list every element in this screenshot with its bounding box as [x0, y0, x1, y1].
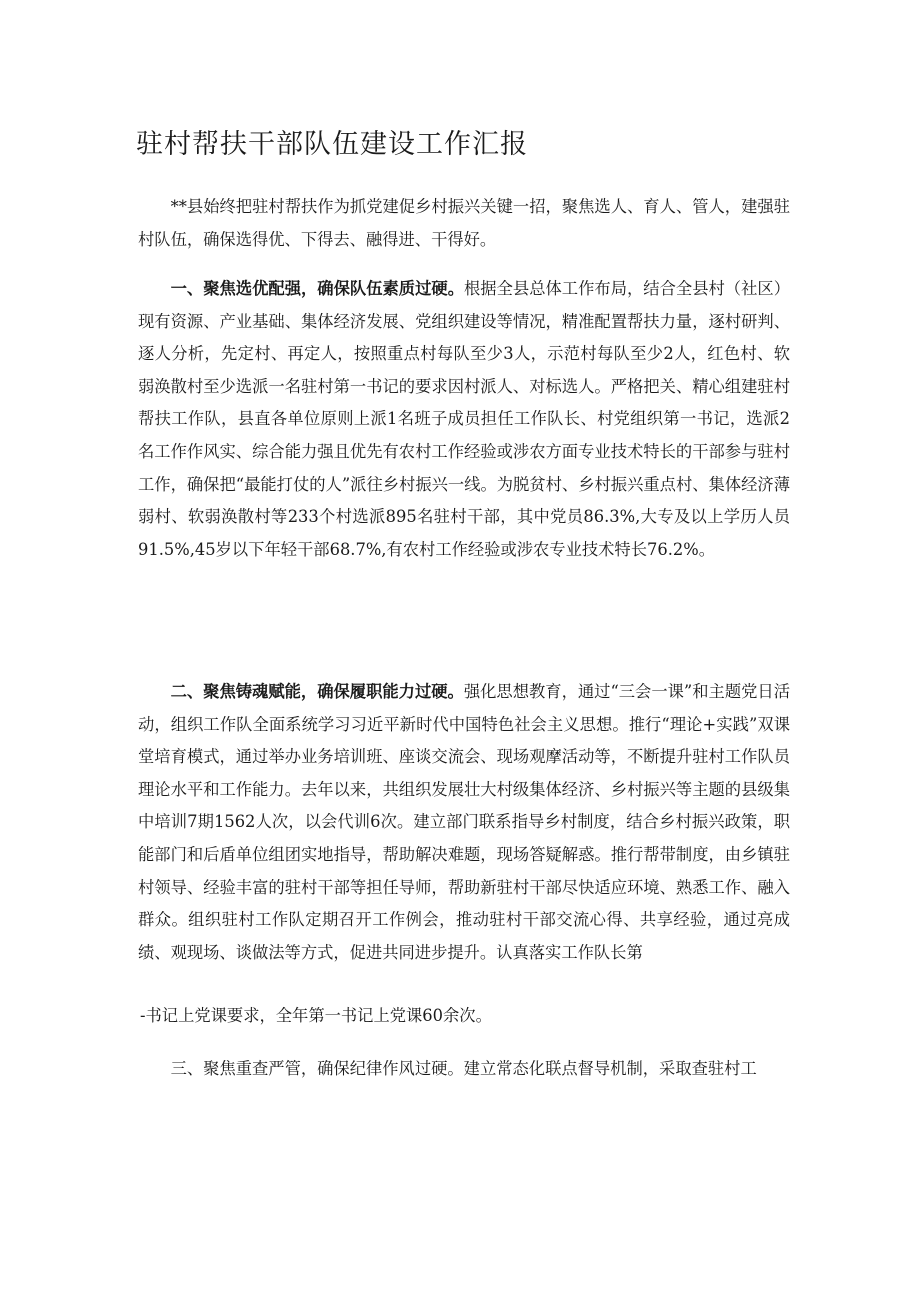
document-title: 驻村帮扶干部队伍建设工作汇报 — [136, 129, 528, 160]
section-1-heading: 一、聚焦选优配强，确保队伍素质过硬。 — [170, 279, 464, 298]
section-3-paragraph: 三、聚焦重查严管，确保纪律作风过硬。建立常态化联点督导机制，采取查驻村工 — [170, 1059, 757, 1078]
section-2-heading: 二、聚焦铸魂赋能，确保履职能力过硬。 — [170, 682, 464, 701]
section-1-paragraph — [138, 273, 790, 566]
section-2-paragraph — [138, 676, 790, 969]
section-2-body: 强化思想教育，通过“三会一课”和主题党日活动，组织工作队全面系统学习习近平新时代中国特色社会主义思想。推行“理论+实践”双课堂培育模式，通过举办业务培训班、座谈交流会、现场观摩活动等，不断提升驻村工作队员理论水平和工作能力。去年以来，共组织发展壮大村级集体经济、乡村振兴等主题的县级集中培训7期1562人次，以会代训6次。建立部门联系指导乡村制度，结合乡村振兴政策，职能部门和后盾单位组团实地指导，帮助解决难题，现场答疑解惑。推行帮带制度，由乡镇驻村领导、经验丰富的驻村干部等担任导师，帮助新驻村干部尽快适应环境、熟悉工作、融入群众。组织驻村工作队定期召开工作例会，推动驻村干部交流心得、共享经验，通过亮成绩、观现场、谈做法等方式，促进共同进步提升。认真落实工作队长第 — [138, 682, 790, 962]
section-1-body: 根据全县总体工作布局，结合全县村（社区）现有资源、产业基础、集体经济发展、党组织建设等情况，精准配置帮扶力量，逐村研判、逐人分析，先定村、再定人，按照重点村每队至少3人，示范村每队至少2人，红色村、软弱涣散村至少选派一名驻村第一书记的要求因村派人、对标选人。严格把关、精心组建驻村帮扶工作队，县直各单位原则上派1名班子成员担任工作队长、村党组织第一书记，选派2名工作作风实、综合能力强且优先有农村工作经验或涉农方面专业技术特长的干部参与驻村工作，确保把“最能打仗的人”派往乡村振兴一线。为脱贫村、乡村振兴重点村、集体经济薄弱村、软弱涣散村等233个村选派895名驻村干部，其中党员86.3%,大专及以上学历人员91.5%,45岁以下年轻干部68.7%,有农村工作经验或涉农专业技术特长76.2%。 — [138, 279, 790, 559]
section-2-continuation: -书记上党课要求，全年第一书记上党课60余次。 — [140, 1006, 492, 1025]
intro-paragraph: **县始终把驻村帮扶作为抓党建促乡村振兴关键一招，聚焦选人、育人、管人，建强驻村队伍，确保选得优、下得去、融得进、干得好。 — [138, 197, 790, 249]
